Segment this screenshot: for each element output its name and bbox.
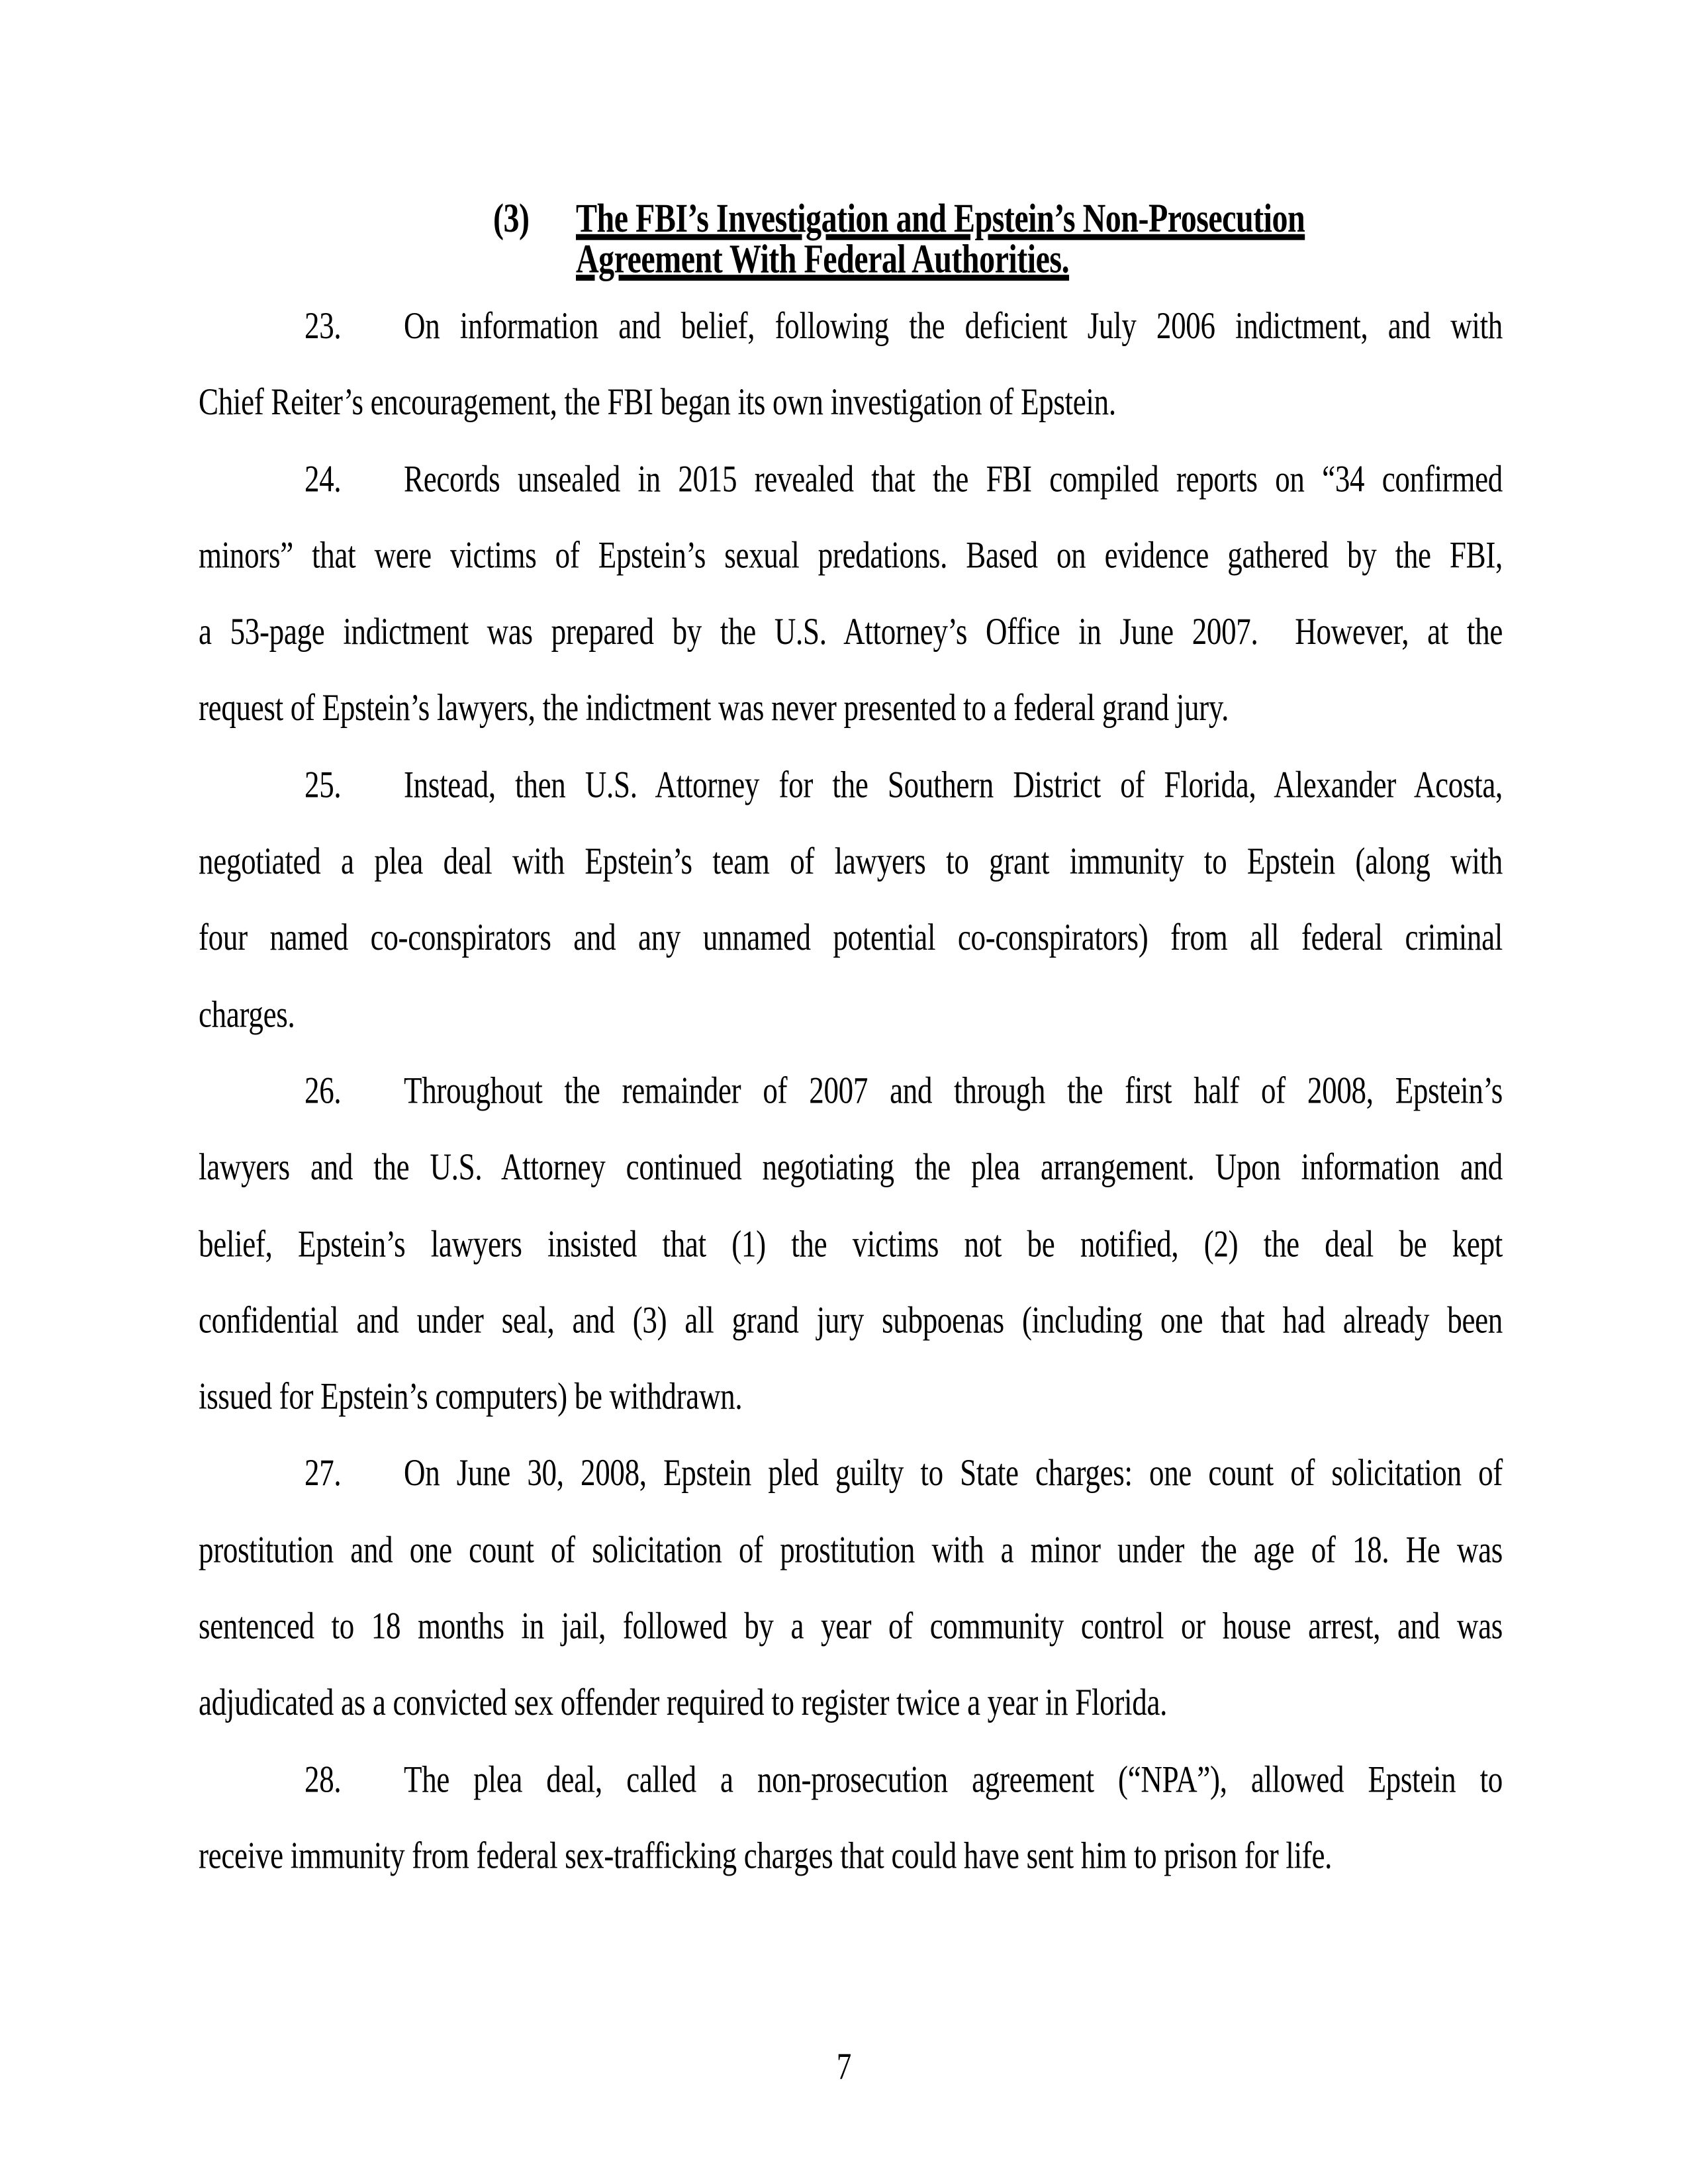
paragraph-line: adjudicated as a convicted sex offender required to register twice a year in Florida. — [199, 1681, 1168, 1724]
paragraph-line — [199, 1435, 1503, 1512]
paragraph-line: Chief Reiter’s encouragement, the FBI began its own investigation of Epstein. — [199, 381, 1116, 424]
paragraph-line: a 53-page indictment was prepared by the U.S. Attorney’s Office in June 2007. However, at the — [199, 610, 1503, 653]
paragraph-line: four named co-conspirators and any unnamed potential co-conspirators) from all federal criminal — [199, 916, 1503, 959]
paragraph-number: 26. — [305, 1069, 342, 1112]
paragraph-line — [199, 1741, 1503, 1817]
document-body — [199, 287, 1503, 1893]
paragraph — [199, 287, 1503, 440]
paragraph-number: 27. — [305, 1451, 342, 1494]
heading-marker: (3) — [493, 196, 530, 241]
page-number: 7 — [836, 2044, 852, 2087]
paragraph-number: 25. — [305, 763, 342, 806]
paragraph-number: 23. — [305, 304, 342, 347]
paragraph-line: confidential and under seal, and (3) all grand jury subpoenas (including one that had already been — [199, 1298, 1503, 1342]
paragraph-line — [199, 287, 1503, 364]
paragraph-line-text: On information and belief, following the deficient July 2006 indictment, and with — [404, 304, 1503, 347]
paragraph-line-text: On June 30, 2008, Epstein pled guilty to State charges: one count of solicitation of — [404, 1451, 1503, 1494]
heading-title — [576, 196, 1305, 282]
paragraph — [199, 440, 1503, 746]
heading-line-text: Agreement With Federal Authorities. — [576, 236, 1070, 282]
paragraph — [199, 1741, 1503, 1893]
paragraph-line: issued for Epstein’s computers) be withdrawn. — [199, 1375, 743, 1418]
paragraph — [199, 746, 1503, 1052]
paragraph-line-text: Throughout the remainder of 2007 and through the first half of 2008, Epstein’s — [404, 1069, 1503, 1112]
paragraph-line-text: Records unsealed in 2015 revealed that the FBI compiled reports on “34 confirmed — [404, 457, 1503, 500]
heading-line — [576, 196, 1305, 241]
paragraph-line — [199, 440, 1503, 517]
paragraph-line: negotiated a plea deal with Epstein’s team of lawyers to grant immunity to Epstein (along with — [199, 839, 1503, 882]
paragraph-line: belief, Epstein’s lawyers insisted that (1) the victims not be notified, (2) the deal be kept — [199, 1222, 1503, 1265]
paragraph-line: sentenced to 18 months in jail, followed by a year of community control or house arrest, and was — [199, 1604, 1503, 1647]
paragraph-line: charges. — [199, 992, 295, 1035]
paragraph-line: receive immunity from federal sex-trafficking charges that could have sent him to prison for life. — [199, 1834, 1333, 1877]
paragraph-line-text: The plea deal, called a non-prosecution agreement (“NPA”), allowed Epstein to — [404, 1757, 1503, 1800]
paragraph-line: prostitution and one count of solicitation of prostitution with a minor under the age of 18. He was — [199, 1527, 1503, 1570]
paragraph-line-text: Instead, then U.S. Attorney for the Southern District of Florida, Alexander Acosta, — [404, 763, 1503, 806]
paragraph — [199, 1052, 1503, 1435]
paragraph-number: 24. — [305, 457, 342, 500]
paragraph-line — [199, 1052, 1503, 1129]
section-heading — [493, 196, 1305, 282]
paragraph-line: lawyers and the U.S. Attorney continued negotiating the plea arrangement. Upon information and — [199, 1145, 1503, 1188]
heading-line-text: The FBI’s Investigation and Epstein’s Non-Prosecution — [576, 196, 1305, 241]
paragraph-number: 28. — [305, 1757, 342, 1800]
paragraph-line — [199, 746, 1503, 823]
paragraph — [199, 1435, 1503, 1741]
paragraph-line: request of Epstein’s lawyers, the indictment was never presented to a federal grand jury. — [199, 686, 1229, 729]
heading-line — [576, 236, 1305, 282]
paragraph-line: minors” that were victims of Epstein’s sexual predations. Based on evidence gathered by the FBI, — [199, 533, 1503, 576]
